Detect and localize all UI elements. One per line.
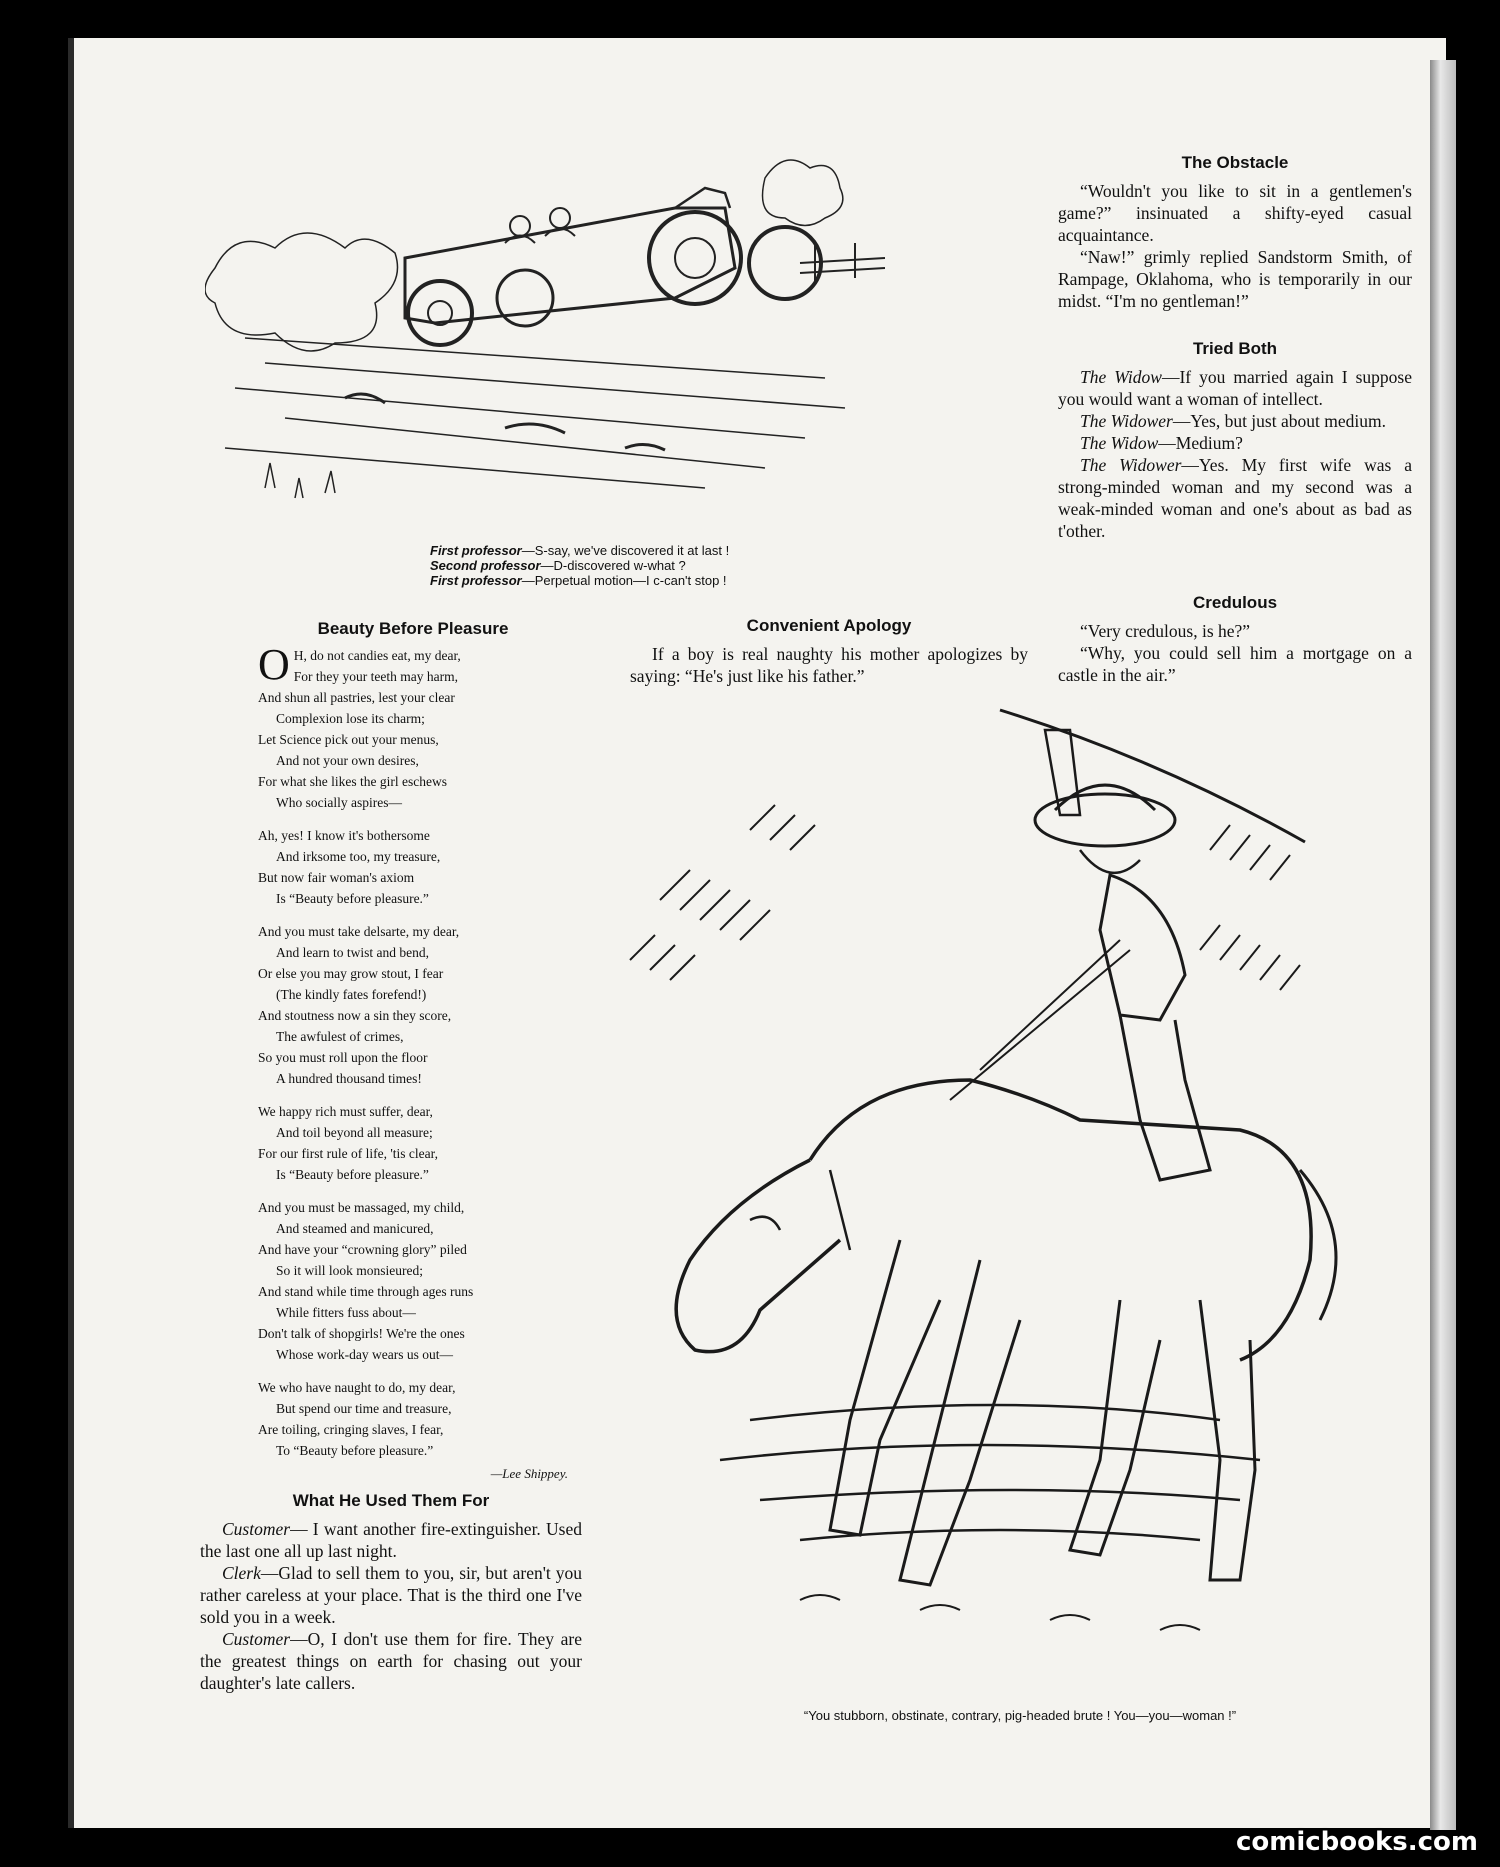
dialogue-line: Customer— I want another fire-extinguisher. Used the last one all up last night. (200, 1519, 582, 1561)
dialogue-line: The Widow—If you married again I suppose you would want a woman of intellect. (1058, 367, 1412, 409)
article-paragraph: “Naw!” grimly replied Sandstorm Smith, of Rampage, Oklahoma, who is temporarily in our midst. “I'm no gentleman!” (1058, 247, 1412, 311)
poem-line: For what she likes the girl eschews (258, 774, 447, 789)
poem-line: And you must be massaged, my child, (258, 1200, 465, 1215)
article-paragraph: “Very credulous, is he?” (1080, 621, 1251, 641)
poem-line: H, do not candies eat, my dear, (293, 648, 461, 663)
poem-line: And you must take delsarte, my dear, (258, 924, 460, 939)
poem-stanza (258, 825, 568, 909)
poem-line: Ah, yes! I know it's bothersome (258, 828, 430, 843)
caption-line: First professor—Perpetual motion—I c-can't stop ! (430, 573, 727, 588)
dialogue-line: The Widower—Yes, but just about medium. (1080, 411, 1386, 431)
dialogue-line: Customer—O, I don't use them for fire. They are the greatest things on earth for chasing out your daughter's late callers. (200, 1629, 582, 1693)
poem-line: Don't talk of shopgirls! We're the ones (258, 1326, 465, 1341)
poem-line: And learn to twist and bend, (276, 945, 429, 960)
poem-line: Is “Beauty before pleasure.” (276, 891, 429, 906)
poem-line: For our first rule of life, 'tis clear, (258, 1146, 438, 1161)
dialogue-line: The Widower—Yes. My first wife was a strong-minded woman and my second was a weak-minded woman and one's about as bad as t'other. (1058, 455, 1413, 541)
poem-line: The awfulest of crimes, (276, 1029, 404, 1044)
poem-line: For they your teeth may harm, (293, 669, 458, 684)
poem-line: Or else you may grow stout, I fear (258, 966, 444, 981)
article-paragraph: If a boy is real naughty his mother apologizes by saying: “He's just like his father.” (630, 644, 1028, 686)
poem-line: So it will look monsieured; (276, 1263, 423, 1278)
poem-line: And steamed and manicured, (276, 1221, 434, 1236)
poem-line: Let Science pick out your menus, (258, 732, 439, 747)
dialogue-line: The Widow—Medium? (1080, 433, 1243, 453)
horse-cartoon-caption: “You stubborn, obstinate, contrary, pig-headed brute ! You—you—woman !” (803, 1708, 1237, 1723)
obstacle-article (1058, 152, 1412, 312)
caption-line: Second professor—D-discovered w-what ? (430, 558, 686, 573)
caption-line: First professor—S-say, we've discovered it at last ! (430, 543, 730, 558)
tried-both-article (1058, 338, 1412, 542)
poem-line: And irksome too, my treasure, (276, 849, 441, 864)
poem-stanza (258, 1377, 568, 1461)
poem-line: Are toiling, cringing slaves, I fear, (258, 1422, 444, 1437)
dialogue-line: Clerk—Glad to sell them to you, sir, but aren't you rather careless at your place. That is the third one I've sold you in a week. (200, 1563, 582, 1627)
article-title: Credulous (1192, 593, 1278, 612)
poem-stanza (258, 640, 568, 813)
poem-stanza (258, 921, 568, 1089)
article-paragraph: “Why, you could sell him a mortgage on a castle in the air.” (1058, 643, 1412, 685)
poem-stanza (258, 1101, 568, 1185)
car-cartoon (205, 148, 885, 588)
poem-line: And shun all pastries, lest your clear (258, 690, 455, 705)
poem-line: But spend our time and treasure, (276, 1401, 452, 1416)
drop-cap: O (258, 640, 290, 689)
poem-line: Is “Beauty before pleasure.” (276, 1167, 429, 1182)
poem-line: And stoutness now a sin they score, (258, 1008, 452, 1023)
article-title: Tried Both (1192, 339, 1278, 358)
poem-line: A hundred thousand times! (276, 1071, 422, 1086)
poem-line: Whose work-day wears us out— (276, 1347, 453, 1362)
car-cartoon-caption (430, 543, 870, 588)
beauty-poem (258, 618, 568, 1484)
watermark-logo: comicbooks.com (1235, 1827, 1478, 1857)
poem-stanza (258, 1197, 568, 1365)
used-them-article (200, 1490, 582, 1694)
poem-title: Beauty Before Pleasure (317, 619, 509, 638)
poem-line: We happy rich must suffer, dear, (258, 1104, 433, 1119)
book-spine (1430, 60, 1456, 1830)
poem-line: So you must roll upon the floor (258, 1050, 428, 1065)
article-title: What He Used Them For (292, 1491, 490, 1510)
poem-line: And have your “crowning glory” piled (258, 1242, 467, 1257)
article-title: The Obstacle (1181, 153, 1289, 172)
poem-line: And toil beyond all measure; (276, 1125, 433, 1140)
poem-line: To “Beauty before pleasure.” (276, 1443, 434, 1458)
apology-article (630, 615, 1028, 687)
poem-line: And not your own desires, (276, 753, 419, 768)
poem-line: While fitters fuss about— (276, 1305, 416, 1320)
poem-line: But now fair woman's axiom (258, 870, 415, 885)
poem-line: (The kindly fates forefend!) (276, 987, 427, 1002)
poem-signature: —Lee Shippey. (490, 1466, 568, 1481)
horse-cartoon (600, 700, 1390, 1670)
credulous-article (1058, 592, 1412, 686)
poem-line: We who have naught to do, my dear, (258, 1380, 456, 1395)
poem-line: Complexion lose its charm; (276, 711, 425, 726)
article-title: Convenient Apology (746, 616, 912, 635)
poem-line: And stand while time through ages runs (258, 1284, 474, 1299)
poem-line: Who socially aspires— (276, 795, 402, 810)
article-paragraph: “Wouldn't you like to sit in a gentlemen's game?” insinuated a shifty-eyed casual acquaintance. (1058, 181, 1412, 245)
